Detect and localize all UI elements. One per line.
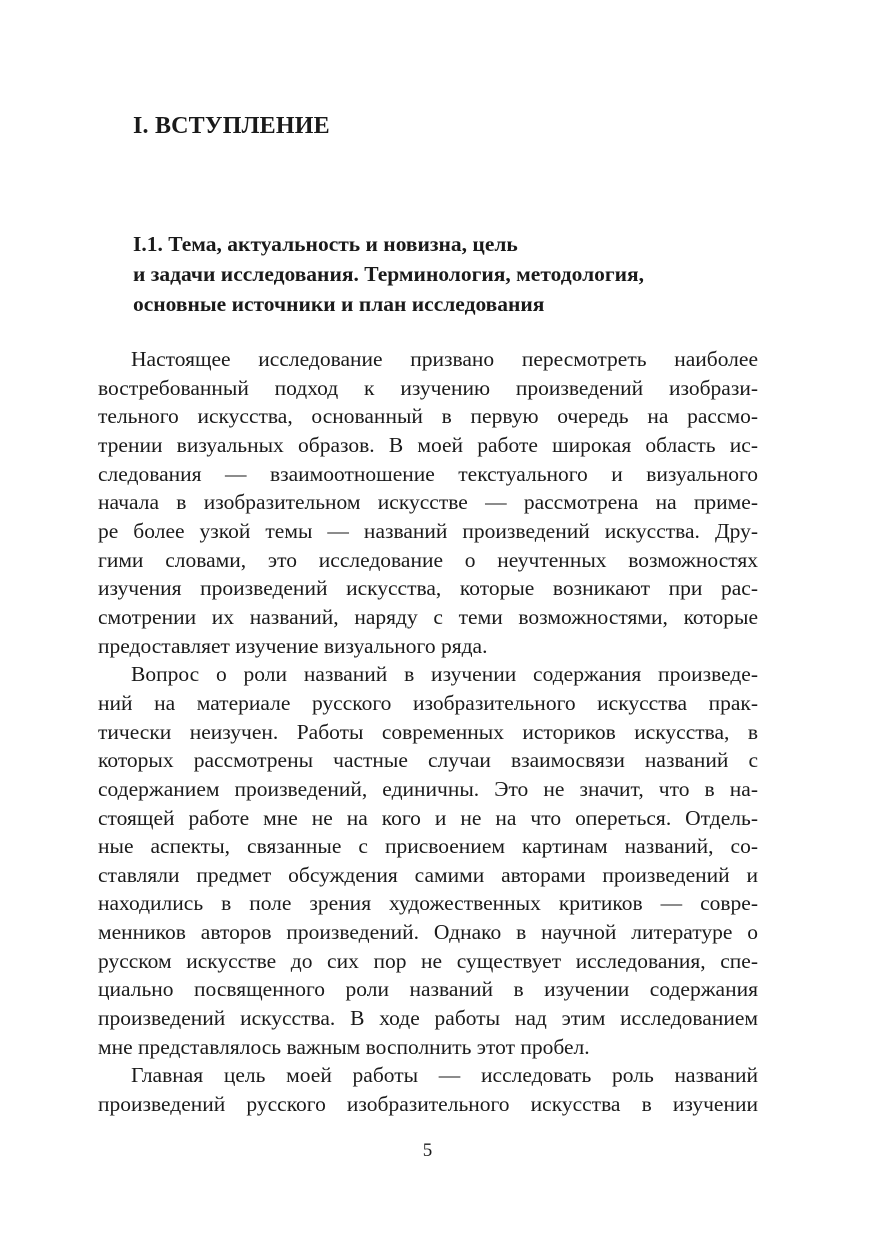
text-line: находились в поле зрения художественных критиков — совре- — [98, 891, 758, 916]
text-line: стоящей работе мне не на кого и не на что опереться. Отдель- — [98, 805, 758, 830]
text-line: ставляли предмет обсуждения самими авторами произведений и — [98, 862, 758, 887]
text-line: тически неизучен. Работы современных историков искусства, в — [98, 719, 758, 744]
text-line: ные аспекты, связанные с присвоением картинам названий, со- — [98, 834, 758, 859]
text-line: трении визуальных образов. В моей работе широкая область ис- — [98, 432, 758, 457]
text-line: произведений русского изобразительного искусства в изучении — [98, 1092, 758, 1117]
text-line: предоставляет изучение визуального ряда. — [98, 633, 488, 658]
text-line: Главная цель моей работы — исследовать роль названий — [131, 1063, 758, 1088]
text-line: тельного искусства, основанный в первую очередь на рассмо- — [98, 404, 758, 429]
section-heading-line: I.1. Тема, актуальность и новизна, цель — [133, 232, 518, 256]
text-line: начала в изобразительном искусстве — рассмотрена на приме- — [98, 490, 758, 515]
text-line: ний на материале русского изобразительного искусства прак- — [98, 690, 758, 715]
text-line: смотрении их названий, наряду с теми возможностями, которые — [98, 604, 758, 629]
text-line: которых рассмотрены частные случаи взаимосвязи названий с — [98, 748, 758, 773]
text-line: произведений искусства. В ходе работы над этим исследованием — [98, 1006, 758, 1031]
text-line: содержанием произведений, единичны. Это не значит, что в на- — [98, 776, 758, 801]
body-text — [98, 345, 758, 1119]
text-line: русском искусстве до сих пор не существует исследования, спе- — [98, 948, 758, 973]
paragraph — [98, 1061, 758, 1118]
text-line: менников авторов произведений. Однако в научной литературе о — [98, 920, 758, 945]
paragraph — [98, 345, 758, 660]
text-line: мне представлялось важным восполнить этот пробел. — [98, 1034, 590, 1059]
text-line: следования — взаимоотношение текстуального и визуального — [98, 461, 758, 486]
text-line: изучения произведений искусства, которые возникают при рас- — [98, 576, 758, 601]
section-heading-line: основные источники и план исследования — [133, 292, 545, 316]
text-line: Вопрос о роли названий в изучении содержания произведе- — [131, 662, 758, 687]
text-line: гими словами, это исследование о неучтенных возможностях — [98, 547, 758, 572]
paragraph — [98, 660, 758, 1061]
text-line: ре более узкой темы — названий произведений искусства. Дру- — [98, 518, 758, 543]
section-heading — [133, 229, 773, 319]
text-line: Настоящее исследование призвано пересмотреть наиболее — [131, 347, 758, 371]
text-line: востребованный подход к изучению произведений изобрази- — [98, 375, 758, 400]
chapter-title: I. ВСТУПЛЕНИЕ — [133, 113, 330, 139]
text-line: циально посвященного роли названий в изучении содержания — [98, 977, 758, 1002]
section-heading-line: и задачи исследования. Терминология, методология, — [133, 262, 645, 286]
page-number: 5 — [422, 1140, 433, 1161]
